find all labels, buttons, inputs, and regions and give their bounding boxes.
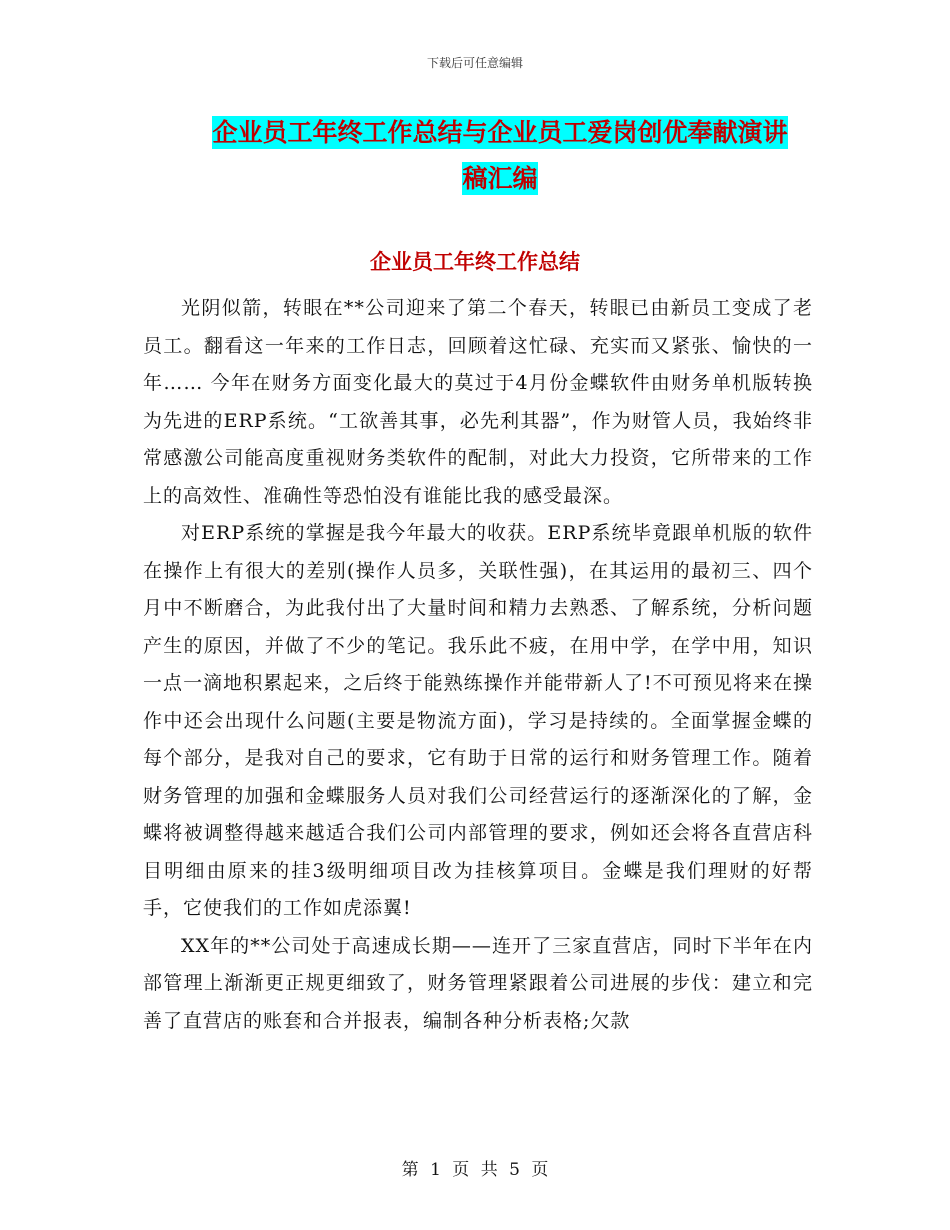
body-text [143, 290, 813, 1040]
document-title [150, 110, 850, 202]
header-note: 下载后可任意编辑 [426, 56, 523, 70]
paragraph: 光阴似箭，转眼在**公司迎来了第二个春天，转眼已由新员工变成了老员工。翻看这一年来的工作日志，回顾着这忙碌、充实而又紧张、愉快的一年…… 今年在财务方面变化最大的莫过于4月份金蝶软件由财务单机版转换为先进的ERP系统。“工欲善其事，必先利其器”，作为财管人员，我始终非常感激公司能高度重视财务类软件的配制，对此大力投资，它所带来的工作上的高效性、准确性等恐怕没有谁能比我的感受最深。 [143, 297, 813, 507]
title-line-2: 稿汇编 [462, 164, 538, 193]
paragraph: 对ERP系统的掌握是我今年最大的收获。ERP系统毕竟跟单机版的软件在操作上有很大的差别(操作人员多，关联性强)，在其运用的最初三、四个月中不断磨合，为此我付出了大量时间和精力去熟悉、了解系统，分析问题产生的原因，并做了不少的笔记。我乐此不疲，在用中学，在学中用，知识一点一滴地积累起来，之后终于能熟练操作并能带新人了!不可预见将来在操作中还会出现什么问题(主要是物流方面)，学习是持续的。全面掌握金蝶的每个部分，是我对自己的要求，它有助于日常的运行和财务管理工作。随着财务管理的加强和金蝶服务人员对我们公司经营运行的逐渐深化的了解，金蝶将被调整得越来越适合我们公司内部管理的要求，例如还会将各直营店科目明细由原来的挂3级明细项目改为挂核算项目。金蝶是我们理财的好帮手，它使我们的工作如虎添翼! [143, 522, 813, 919]
page-footer: 第 1 页 共 5 页 [401, 1160, 549, 1180]
title-line-1: 企业员工年终工作总结与企业员工爱岗创优奉献演讲 [212, 118, 788, 147]
paragraph: XX年的**公司处于高速成长期——连开了三家直营店，同时下半年在内部管理上渐渐更正规更细致了，财务管理紧跟着公司进展的步伐：建立和完善了直营店的账套和合并报表，编制各种分析表格;欠款 [143, 934, 813, 1032]
section-title: 企业员工年终工作总结 [370, 250, 580, 274]
